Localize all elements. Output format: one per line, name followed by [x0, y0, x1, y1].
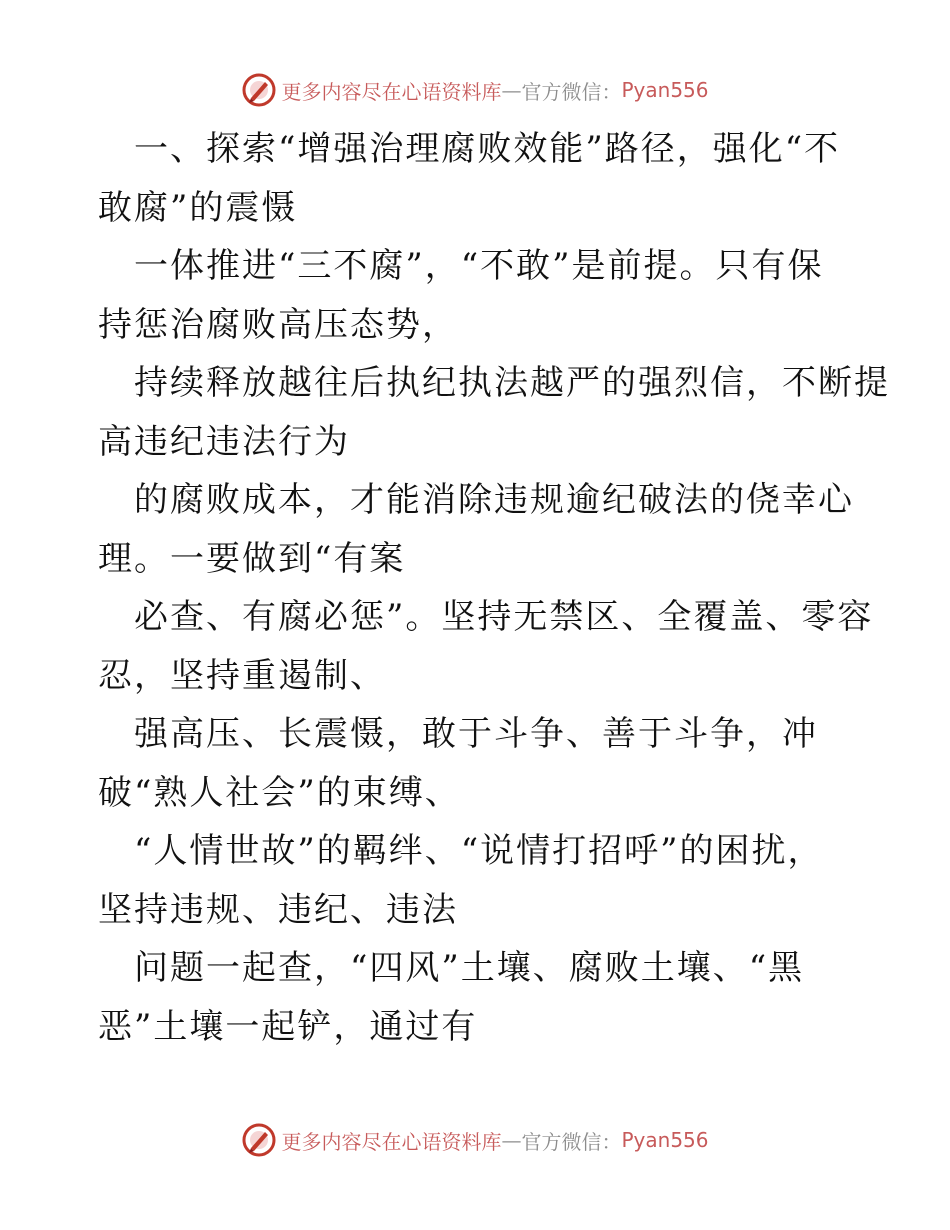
text-line: 高违纪违法行为 [98, 421, 350, 462]
watermark-wechat-label: 官方微信： [521, 1129, 622, 1154]
text-line: 一、探索“增强治理腐败效能”路径，强化“不 [134, 129, 841, 169]
text-line: 恶”土壤一起铲，通过有 [98, 1006, 478, 1047]
text-line: 持续释放越往后执纪执法越严的强烈信，不断提 [134, 363, 890, 403]
circle-pen-logo-icon [241, 1122, 277, 1158]
watermark-separator: — [501, 78, 522, 102]
text-line: 坚持违规、违纪、违法 [98, 889, 458, 930]
watermark-text: 更多内容尽在心语资料库 [281, 1129, 502, 1154]
watermark-wechat-label: 官方微信： [521, 79, 622, 104]
watermark-wechat-id: Pyan556 [621, 78, 709, 102]
text-line: 理。一要做到“有案 [98, 538, 406, 579]
watermark-separator: — [501, 1128, 522, 1152]
header-watermark [0, 70, 950, 110]
watermark-wechat-id: Pyan556 [621, 1128, 709, 1152]
text-line: 的腐败成本，才能消除违规逾纪破法的侥幸心 [134, 480, 854, 520]
circle-pen-logo-icon [241, 72, 277, 108]
text-line: 忍，坚持重遏制、 [98, 655, 386, 696]
text-line: 持惩治腐败高压态势， [98, 304, 458, 345]
text-line: 一体推进“三不腐”，“不敢”是前提。只有保 [134, 246, 824, 286]
text-line: 破“熟人社会”的束缚、 [98, 772, 461, 813]
text-line: 敢腐”的震慑 [98, 187, 298, 228]
text-line: 强高压、长震慑，敢于斗争、善于斗争，冲 [134, 714, 818, 754]
document-body [98, 120, 890, 1056]
text-line: 问题一起查，“四风”土壤、腐败土壤、“黑 [134, 948, 805, 988]
text-line: “人情世故”的羁绊、“说情打招呼”的困扰， [134, 831, 824, 871]
footer-watermark [0, 1120, 950, 1160]
text-line: 必查、有腐必惩”。坚持无禁区、全覆盖、零容 [134, 597, 874, 637]
watermark-text: 更多内容尽在心语资料库 [281, 79, 502, 104]
